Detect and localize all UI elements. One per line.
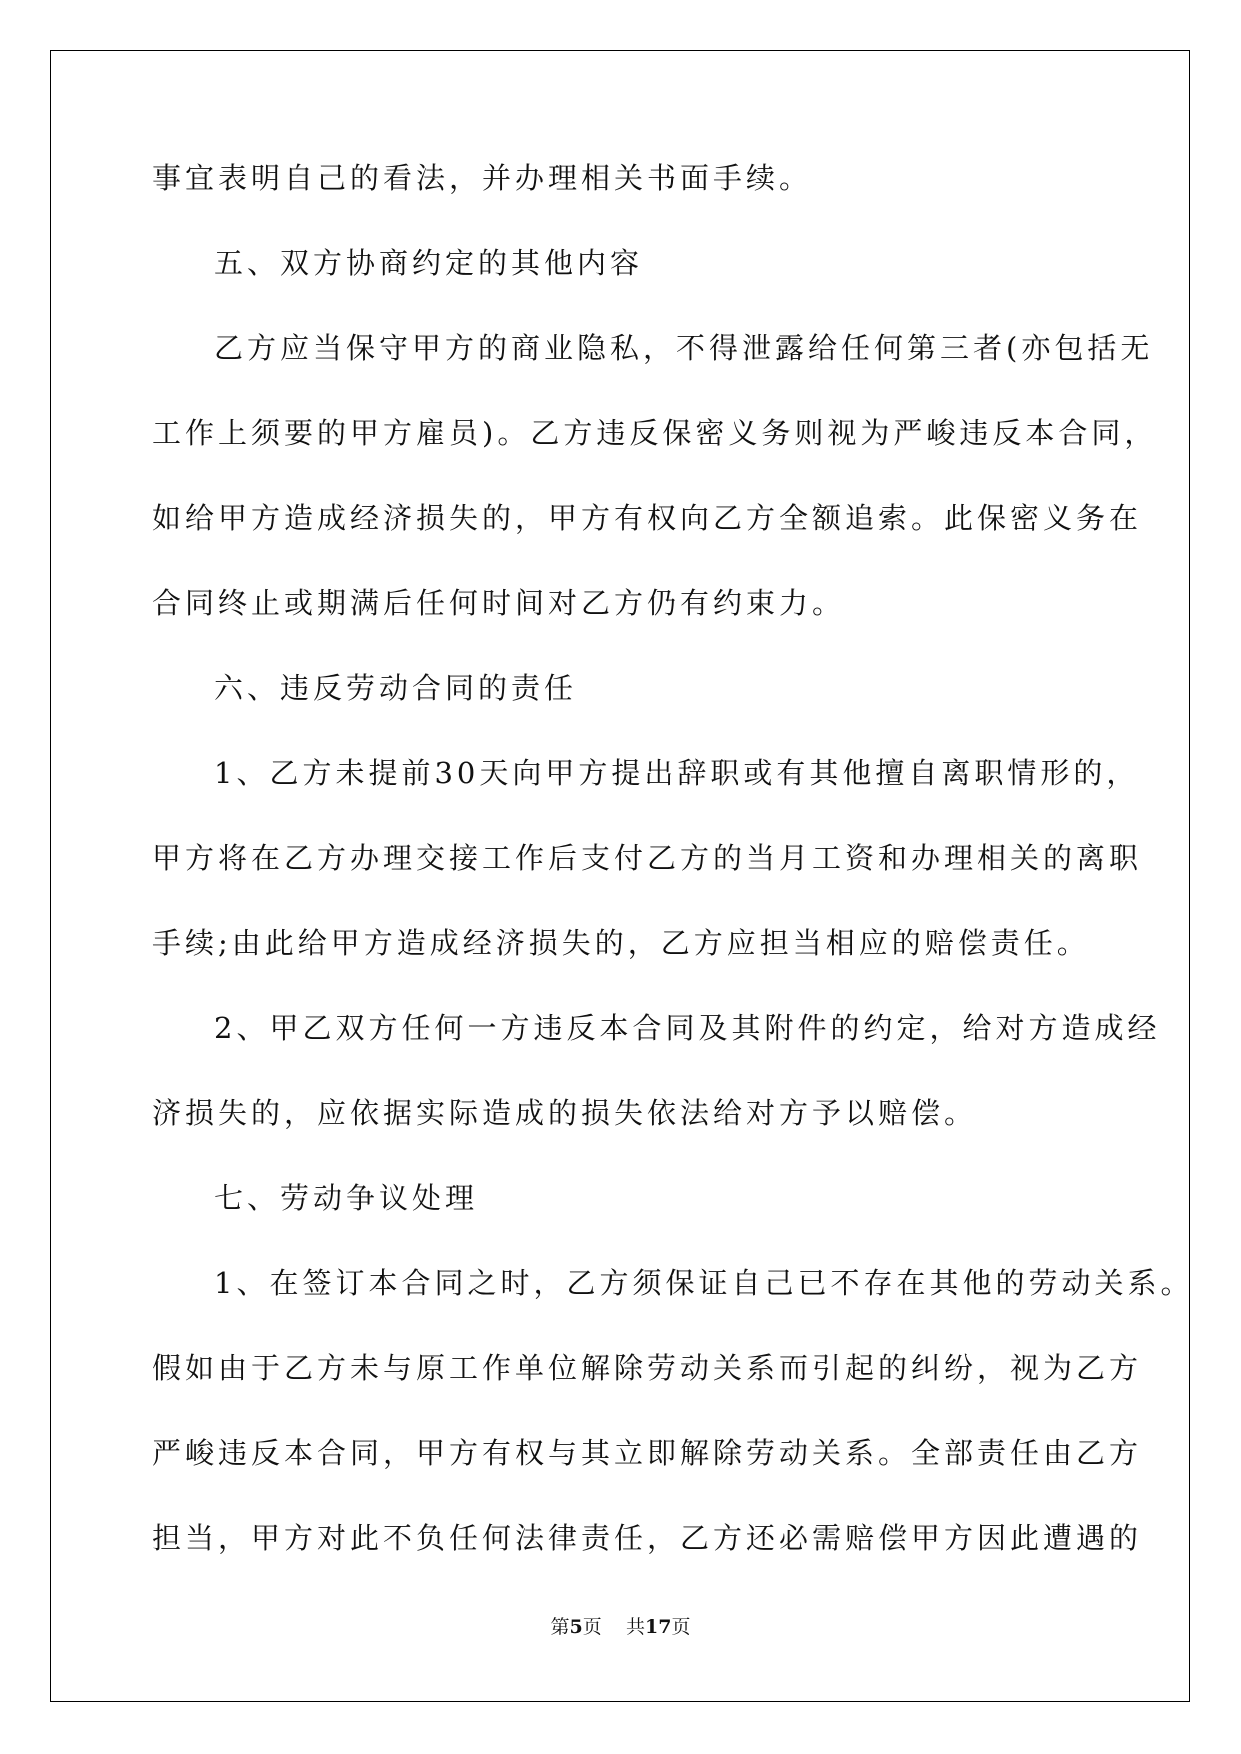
text-line: 七、劳动争议处理 (214, 1181, 479, 1215)
text-line: 工作上须要的甲方雇员)。乙方违反保密义务则视为严峻违反本合同， (152, 416, 1158, 450)
text-line: 严峻违反本合同，甲方有权与其立即解除劳动关系。全部责任由乙方 (152, 1436, 1143, 1470)
text-line: 1、乙方未提前30天向甲方提出辞职或有其他擅自离职情形的， (214, 756, 1140, 790)
text-line: 甲方将在乙方办理交接工作后支付乙方的当月工资和办理相关的离职 (152, 841, 1143, 875)
text-line: 手续;由此给甲方造成经济损失的，乙方应担当相应的赔偿责任。 (152, 926, 1090, 960)
text-line: 担当，甲方对此不负任何法律责任，乙方还必需赔偿甲方因此遭遇的 (152, 1521, 1143, 1555)
text-line: 2、甲乙双方任何一方违反本合同及其附件的约定，给对方造成经 (214, 1011, 1161, 1045)
text-line: 六、违反劳动合同的责任 (214, 671, 578, 705)
text-line: 假如由于乙方未与原工作单位解除劳动关系而引起的纠纷，视为乙方 (152, 1351, 1143, 1385)
footer-page-suffix: 页 (582, 1616, 602, 1638)
total-page-count: 17 (644, 1616, 672, 1638)
text-line: 如给甲方造成经济损失的，甲方有权向乙方全额追索。此保密义务在 (152, 501, 1143, 535)
text-line: 事宜表明自己的看法，并办理相关书面手续。 (152, 161, 813, 195)
footer-total-prefix: 共 (625, 1616, 645, 1638)
footer-total-suffix: 页 (671, 1616, 691, 1638)
text-line: 乙方应当保守甲方的商业隐私，不得泄露给任何第三者(亦包括无 (214, 331, 1154, 365)
current-page-number: 5 (569, 1616, 583, 1638)
text-line: 1、在签订本合同之时，乙方须保证自己已不存在其他的劳动关系。 (214, 1266, 1194, 1300)
footer-page-prefix: 第 (550, 1616, 570, 1638)
text-line: 合同终止或期满后任何时间对乙方仍有约束力。 (152, 586, 846, 620)
text-line: 济损失的，应依据实际造成的损失依法给对方予以赔偿。 (152, 1096, 978, 1130)
document-body (152, 158, 1194, 1603)
page-footer (0, 1612, 1241, 1639)
text-line: 五、双方协商约定的其他内容 (214, 246, 644, 280)
